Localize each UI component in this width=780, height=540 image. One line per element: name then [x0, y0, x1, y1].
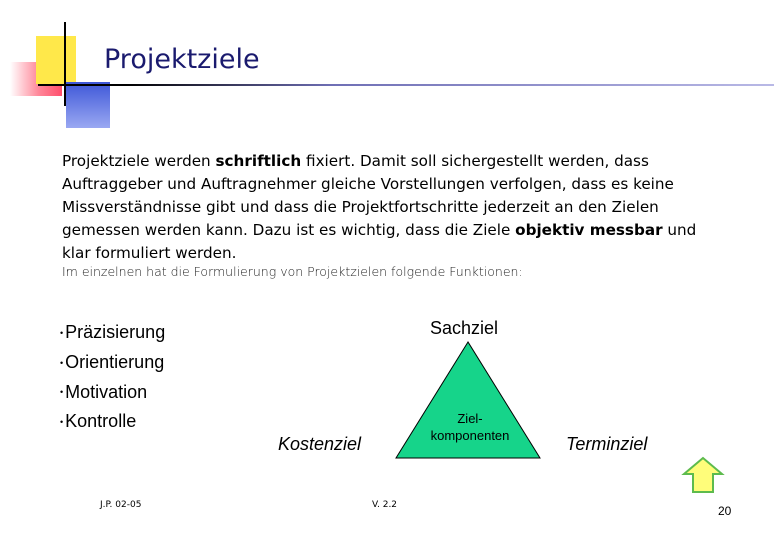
list-item-label: Präzisierung: [65, 322, 166, 342]
sachziel-label: Sachziel: [430, 318, 499, 338]
paragraph-text: und klar formuliert werden.: [62, 221, 697, 262]
paragraph-text: Projektziele werden: [62, 152, 216, 170]
up-arrow-icon[interactable]: [684, 458, 722, 492]
triangle-center-label: [400, 410, 540, 444]
footer-version-text: V. 2.2: [372, 500, 398, 510]
list-item-label: Kontrolle: [65, 411, 137, 432]
list-item-label: Motivation: [65, 381, 148, 402]
bullet-icon: •: [60, 327, 64, 338]
bullet-icon: •: [60, 357, 64, 368]
list-item-label: Orientierung: [65, 351, 165, 372]
triangle-center-line2: komponenten: [430, 428, 510, 443]
page-title: Projektziele: [104, 44, 260, 75]
paragraph-text: fixiert. Damit soll sichergestellt werden, dass Auftraggeber und Auftragnehmer gleiche Vorstellungen verfolgen, dass es keine Missverständnisse gibt und dass die Projektfortschritte jederzeit an den Zielen gemessen werden kann. Dazu ist es wichtig, dass die Ziele: [62, 152, 674, 239]
terminziel-label: Terminziel: [566, 434, 648, 454]
functions-intro: Im einzelnen hat die Formulierung von Projektzielen folgende Funktionen:: [62, 264, 523, 279]
page-number: 20: [718, 504, 732, 518]
bullet-icon: •: [60, 417, 64, 427]
paragraph-bold-text: schriftlich: [215, 152, 302, 170]
triangle-center-line1: Ziel-: [457, 411, 483, 426]
bullet-icon: •: [60, 387, 64, 398]
footer-left-text: J.P. 02-05: [100, 500, 142, 510]
kostenziel-label: Kostenziel: [278, 434, 362, 454]
paragraph-bold-text: objektiv messbar: [515, 221, 663, 239]
